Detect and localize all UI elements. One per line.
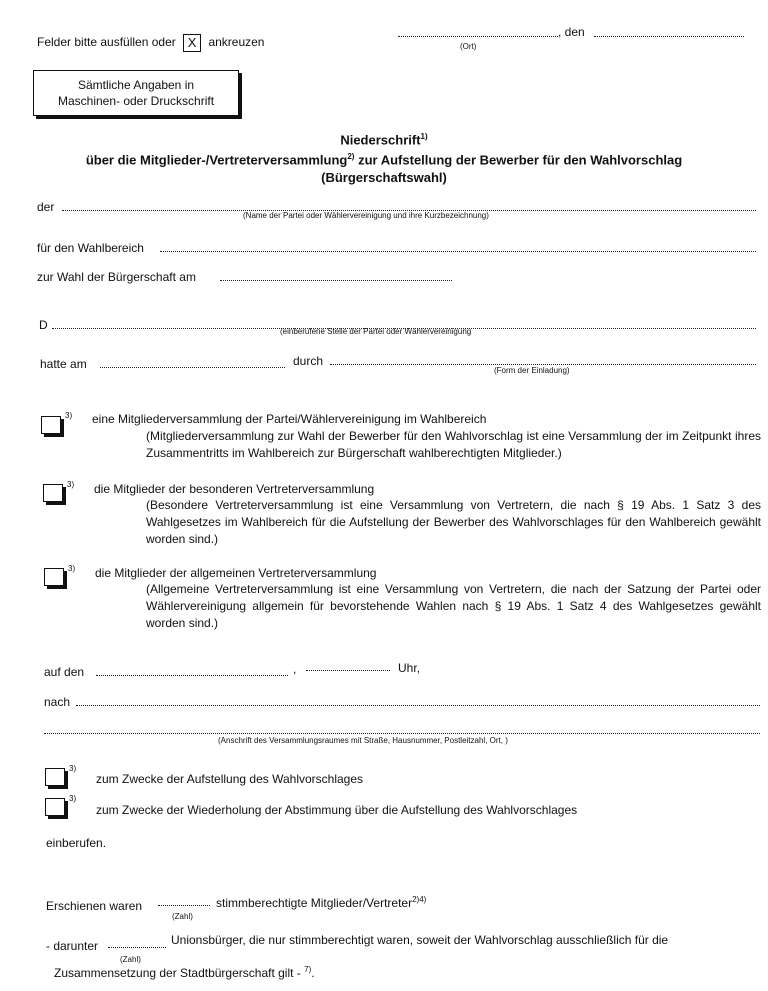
uhr-label: Uhr, [398,661,421,675]
den-label: , den [558,25,585,39]
einberufen-text: einberufen. [46,836,107,850]
print-notice-box [33,70,239,116]
x-mark-example: X [183,34,201,52]
darunter-label: - darunter [46,939,99,953]
header-instruction [37,34,264,52]
zusammensetzung-line [54,965,315,980]
option1-label: eine Mitgliederversammlung der Partei/Wählervereinigung im Wahlbereich [92,412,487,426]
purpose-wiederholung-checkbox[interactable] [45,798,65,816]
purpose1-label: zum Zwecke der Aufstellung des Wahlvorschlages [96,772,364,786]
ort-caption: (Ort) [460,42,477,51]
title-line1-sup: 1) [420,132,428,141]
der-label: der [37,200,55,214]
zusammensetzung-sup: 7) [304,965,312,974]
darunter-text: Unionsbürger, die nur stimmberechtigt waren, soweit der Wahlvorschlag ausschließlich für die [171,933,669,947]
wahl-date-field[interactable] [220,280,452,281]
option1-text: (Mitgliederversammlung zur Wahl der Bewerber für den Wahlvorschlag ist eine Versammlung der im Zeitpunkt ihres Zusammentritts im Wahlbereich zur Bürgerschaft wahlberechtigten Mitglieder.) [146,429,761,460]
title-line1: Niederschrift [340,132,421,148]
erschienen-description: stimmberechtigte Mitglieder/Vertreter [216,896,413,910]
zusammensetzung-end: . [311,966,315,980]
wahlbereich-field[interactable] [160,251,756,252]
instruction-post: ankreuzen [208,35,265,50]
option1-sup: 3) [65,411,73,420]
auf-den-label: auf den [44,665,85,679]
option2-sup: 3) [67,480,75,489]
option-allgemeine-vertreterversammlung-checkbox[interactable] [44,568,64,586]
nach-label: nach [44,695,71,709]
title-line2-sup: 2) [347,152,355,162]
option-mitgliederversammlung-checkbox[interactable] [41,416,61,434]
option2-label: die Mitglieder der besonderen Vertreterversammlung [94,482,375,496]
purpose1-sup: 3) [69,764,77,773]
invitation-form-caption: (Form der Einladung) [494,366,570,375]
option3-sup: 3) [68,564,76,573]
title-line3: (Bürgerschaftswahl) [321,169,447,185]
meeting-date-field[interactable] [96,675,288,676]
erschienen-label: Erschienen waren [46,899,143,913]
erschienen-count-field[interactable] [158,905,210,906]
ort-field[interactable] [398,36,558,37]
title-line2b: zur Aufstellung der Bewerber für den Wahlvorschlag [358,152,683,168]
invitation-date-field[interactable] [100,367,285,368]
wahl-date-label: zur Wahl der Bürgerschaft am [37,270,196,284]
hatte-label: hatte am [40,357,87,371]
meeting-time-field[interactable] [306,670,390,671]
meeting-comma: , [293,662,297,676]
invitation-form-field[interactable] [330,364,756,365]
address-field-line1[interactable] [76,705,760,706]
party-name-caption: (Name der Partei oder Wählervereinigung und ihre Kurzbezeichnung) [243,211,489,220]
instruction-pre: Felder bitte ausfüllen oder [37,35,176,50]
option2-text: (Besondere Vertreterversammlung ist eine Versammlung von Vertretern, die nach § 19 Abs. 1 Satz 3 des Wahlgesetzes im Wahlbereich für die Aufstellung der Bewerber des Wahlvorschlages für den Wahlbereich gewählt worden sind.) [146,498,761,546]
page-title [0,128,768,186]
convening-body-caption: (einberufene Stelle der Partei oder Wählervereinigung [280,327,472,336]
erschienen-sup: 2)4) [412,895,427,904]
title-line2a: über die Mitglieder-/Vertreterversammlung [85,152,348,168]
purpose-aufstellung-checkbox[interactable] [45,768,65,786]
erschienen-text [216,895,426,910]
address-field-line2[interactable] [44,733,760,734]
date-field[interactable] [594,36,744,37]
wahlbereich-label: für den Wahlbereich [37,241,144,255]
d-label: D [39,318,48,332]
address-caption: (Anschrift des Versammlungsraumes mit Straße, Hausnummer, Postleitzahl, Ort, ) [218,736,508,745]
durch-label: durch [293,354,324,368]
print-notice-line1: Sämtliche Angaben in [77,78,195,92]
print-notice-line2: Maschinen- oder Druckschrift [57,94,215,108]
option3-text: (Allgemeine Vertreterversammlung ist eine Versammlung von Vertretern, die nach der Satzung der Partei oder Wählervereinigung allgemein für bevorstehende Wahlen nach § 19 Abs. 1 Satz 4 des Wahlgesetzes gewählt worden sind.) [146,582,761,630]
darunter-count-field[interactable] [108,947,166,948]
purpose2-sup: 3) [69,794,77,803]
option3-label: die Mitglieder der allgemeinen Vertreterversammlung [95,566,377,580]
erschienen-zahl-caption: (Zahl) [172,912,193,921]
zusammensetzung-text: Zusammensetzung der Stadtbürgerschaft gilt - [54,966,301,980]
darunter-zahl-caption: (Zahl) [120,955,141,964]
purpose2-label: zum Zwecke der Wiederholung der Abstimmung über die Aufstellung des Wahlvorschlages [96,803,578,817]
option-besondere-vertreterversammlung-checkbox[interactable] [43,484,63,502]
